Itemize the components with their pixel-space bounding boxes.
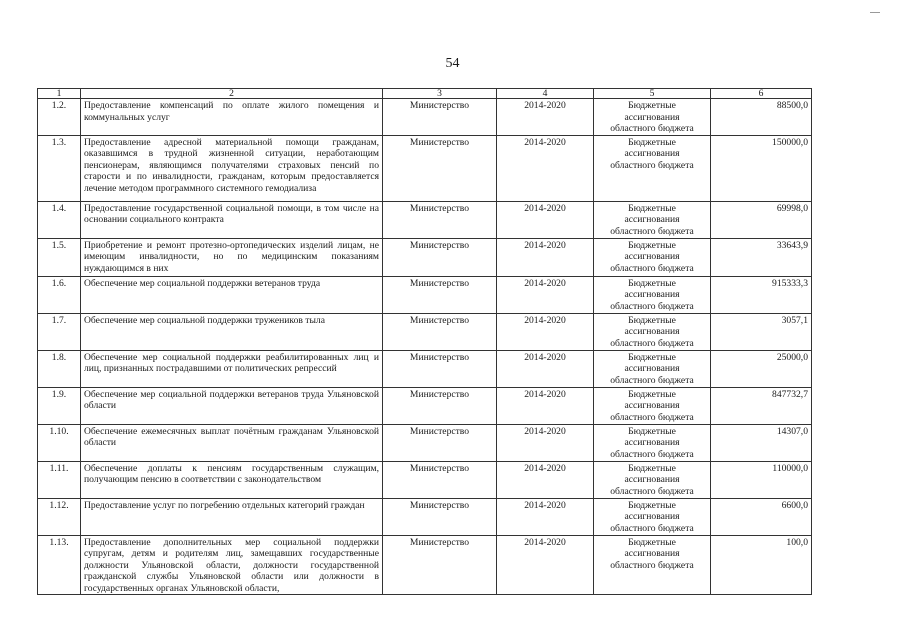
row-number-cell xyxy=(38,461,81,498)
amount: 6600,0 xyxy=(781,499,808,511)
executor-cell xyxy=(383,350,497,387)
amount-cell xyxy=(711,461,812,498)
executor-cell xyxy=(383,201,497,238)
executor: Министерство xyxy=(409,136,470,148)
funding-source-cell xyxy=(594,99,711,136)
funding-source: Бюджетные ассигнования областного бюджета xyxy=(610,202,694,237)
executor: Министерство xyxy=(409,314,470,326)
table-row xyxy=(38,498,812,535)
period-cell xyxy=(497,276,594,313)
period-cell xyxy=(497,201,594,238)
funding-source: Бюджетные ассигнования областного бюджета xyxy=(610,100,694,134)
row-number-cell xyxy=(38,498,81,535)
funding-source: Бюджетные ассигнования областного бюджета xyxy=(610,239,694,274)
amount: 100,0 xyxy=(786,536,808,548)
activity-description-cell xyxy=(81,135,383,201)
amount-cell xyxy=(711,424,812,461)
activity-description-cell xyxy=(81,424,383,461)
row-number-cell xyxy=(38,535,81,595)
executor-cell xyxy=(383,461,497,498)
amount: 88500,0 xyxy=(776,100,808,111)
activity-description: Предоставление дополнительных мер социальной поддержки супругам, детям и родителям лиц, замещавших государственные должности Ульяновской области, должности государственной гражданской службы Ульяновской области или должности в государственных органах Ульяновской области, xyxy=(84,536,379,594)
row-number: 1.12. xyxy=(49,499,69,511)
funding-source-cell xyxy=(594,238,711,276)
period-cell xyxy=(497,99,594,136)
amount: 33643,9 xyxy=(776,239,808,251)
row-number-cell xyxy=(38,99,81,136)
activity-description: Обеспечение мер социальной поддержки ветеранов труда Ульяновской области xyxy=(84,388,379,411)
funding-source-cell xyxy=(594,313,711,350)
executor-cell xyxy=(383,238,497,276)
row-number: 1.13. xyxy=(49,536,69,548)
activity-description: Обеспечение доплаты к пенсиям государственным служащим, получающим пенсию в соответствии с законодательством xyxy=(84,462,379,485)
executor-cell xyxy=(383,535,497,595)
period: 2014-2020 xyxy=(524,351,566,363)
row-number: 1.4. xyxy=(51,202,67,214)
table-header-row xyxy=(38,89,812,99)
period-cell xyxy=(497,498,594,535)
table-row xyxy=(38,313,812,350)
amount-cell xyxy=(711,201,812,238)
amount-cell xyxy=(711,535,812,595)
funding-source-cell xyxy=(594,135,711,201)
activity-description-cell xyxy=(81,498,383,535)
activity-description-cell xyxy=(81,276,383,313)
funding-source: Бюджетные ассигнования областного бюджета xyxy=(610,314,694,349)
amount: 25000,0 xyxy=(776,351,808,363)
period: 2014-2020 xyxy=(524,425,566,437)
activity-description-cell xyxy=(81,313,383,350)
header-cell: 4 xyxy=(497,89,594,99)
row-number: 1.11. xyxy=(49,462,69,474)
activity-description: Предоставление компенсаций по оплате жилого помещения и коммунальных услуг xyxy=(84,100,379,123)
amount-cell xyxy=(711,238,812,276)
amount-cell xyxy=(711,276,812,313)
executor-cell xyxy=(383,99,497,136)
row-number: 1.3. xyxy=(51,136,67,148)
executor: Министерство xyxy=(409,536,470,548)
funding-source: Бюджетные ассигнования областного бюджета xyxy=(610,136,694,171)
activity-description: Предоставление услуг по погребению отдельных категорий граждан xyxy=(84,499,365,511)
row-number-cell xyxy=(38,135,81,201)
table-row xyxy=(38,238,812,276)
amount: 847732,7 xyxy=(772,388,808,400)
header-cell: 5 xyxy=(594,89,711,99)
period-cell xyxy=(497,135,594,201)
period-cell xyxy=(497,424,594,461)
scan-mark xyxy=(870,12,880,16)
funding-source-cell xyxy=(594,424,711,461)
table-row xyxy=(38,276,812,313)
table-row xyxy=(38,461,812,498)
row-number-cell xyxy=(38,350,81,387)
table-row xyxy=(38,387,812,424)
period-cell xyxy=(497,238,594,276)
period: 2014-2020 xyxy=(524,536,566,548)
funding-source: Бюджетные ассигнования областного бюджета xyxy=(610,462,694,497)
executor-cell xyxy=(383,135,497,201)
funding-source-cell xyxy=(594,276,711,313)
funding-source: Бюджетные ассигнования областного бюджета xyxy=(610,499,694,534)
period: 2014-2020 xyxy=(524,388,566,400)
header-cell: 3 xyxy=(383,89,497,99)
row-number-cell xyxy=(38,238,81,276)
header-cell: 6 xyxy=(711,89,812,99)
row-number: 1.10. xyxy=(49,425,69,437)
activity-description: Обеспечение мер социальной поддержки тружеников тыла xyxy=(84,314,325,326)
funding-source: Бюджетные ассигнования областного бюджета xyxy=(610,388,694,423)
row-number: 1.6. xyxy=(51,277,67,289)
activity-description: Предоставление адресной материальной помощи гражданам, оказавшимся в трудной жизненной ситуации, неработающим пенсионерам, являющимся получателями страховых пенсий по старости и по инвалидности, гражданам, которым предоставляется лечение методом программного системного гемодиализа xyxy=(84,136,379,194)
row-number-cell xyxy=(38,387,81,424)
activity-description-cell xyxy=(81,99,383,136)
amount-cell xyxy=(711,498,812,535)
executor: Министерство xyxy=(409,239,470,251)
amount-cell xyxy=(711,135,812,201)
executor: Министерство xyxy=(409,388,470,400)
row-number: 1.7. xyxy=(51,314,67,326)
page-number: 54 xyxy=(445,56,460,71)
activity-description-cell xyxy=(81,238,383,276)
executor-cell xyxy=(383,387,497,424)
row-number: 1.8. xyxy=(51,351,67,363)
amount-cell xyxy=(711,350,812,387)
activity-description-cell xyxy=(81,387,383,424)
amount: 150000,0 xyxy=(772,136,808,148)
period: 2014-2020 xyxy=(524,202,566,214)
table-row xyxy=(38,535,812,595)
funding-source-cell xyxy=(594,535,711,595)
executor: Министерство xyxy=(409,277,470,289)
executor: Министерство xyxy=(409,499,470,511)
amount: 110000,0 xyxy=(772,462,808,474)
row-number: 1.5. xyxy=(51,239,67,251)
funding-source: Бюджетные ассигнования областного бюджета xyxy=(610,425,694,460)
row-number-cell xyxy=(38,201,81,238)
amount: 915333,3 xyxy=(772,277,808,289)
funding-source: Бюджетные ассигнования областного бюджета xyxy=(610,277,694,312)
table-row xyxy=(38,135,812,201)
funding-source: Бюджетные ассигнования областного бюджета xyxy=(610,351,694,386)
funding-source-cell xyxy=(594,350,711,387)
header-cell: 1 xyxy=(38,89,81,99)
activity-description: Обеспечение мер социальной поддержки ветеранов труда xyxy=(84,277,321,289)
period: 2014-2020 xyxy=(524,239,566,251)
funding-source-cell xyxy=(594,461,711,498)
table-row xyxy=(38,99,812,136)
period-cell xyxy=(497,387,594,424)
program-activities-table xyxy=(37,88,812,595)
row-number-cell xyxy=(38,424,81,461)
period: 2014-2020 xyxy=(524,277,566,289)
funding-source-cell xyxy=(594,201,711,238)
executor: Министерство xyxy=(409,425,470,437)
period: 2014-2020 xyxy=(524,462,566,474)
period: 2014-2020 xyxy=(524,314,566,326)
period: 2014-2020 xyxy=(524,100,566,111)
amount: 14307,0 xyxy=(776,425,808,437)
row-number-cell xyxy=(38,276,81,313)
table-row xyxy=(38,424,812,461)
row-number: 1.2. xyxy=(51,100,67,111)
period-cell xyxy=(497,461,594,498)
activity-description-cell xyxy=(81,535,383,595)
funding-source-cell xyxy=(594,498,711,535)
activity-description-cell xyxy=(81,461,383,498)
activity-description: Предоставление государственной социальной помощи, в том числе на основании социального контракта xyxy=(84,202,379,225)
executor-cell xyxy=(383,313,497,350)
activity-description-cell xyxy=(81,350,383,387)
executor: Министерство xyxy=(409,462,470,474)
row-number: 1.9. xyxy=(51,388,67,400)
activity-description: Обеспечение мер социальной поддержки реабилитированных лиц и лиц, признанных пострадавшими от политических репрессий xyxy=(84,351,379,374)
period-cell xyxy=(497,535,594,595)
amount-cell xyxy=(711,99,812,136)
funding-source: Бюджетные ассигнования областного бюджета xyxy=(610,536,694,571)
executor-cell xyxy=(383,276,497,313)
header-cell: 2 xyxy=(81,89,383,99)
executor: Министерство xyxy=(409,351,470,363)
period: 2014-2020 xyxy=(524,499,566,511)
period-cell xyxy=(497,313,594,350)
activity-description: Приобретение и ремонт протезно-ортопедических изделий лицам, не имеющим инвалидности, но по медицинским показаниям нуждающимся в них xyxy=(84,239,379,274)
executor: Министерство xyxy=(409,100,470,111)
activity-description: Обеспечение ежемесячных выплат почётным гражданам Ульяновской области xyxy=(84,425,379,448)
amount-cell xyxy=(711,313,812,350)
table-row xyxy=(38,350,812,387)
table-row xyxy=(38,201,812,238)
amount: 69998,0 xyxy=(776,202,808,214)
period-cell xyxy=(497,350,594,387)
funding-source-cell xyxy=(594,387,711,424)
executor: Министерство xyxy=(409,202,470,214)
amount: 3057,1 xyxy=(781,314,808,326)
row-number-cell xyxy=(38,313,81,350)
executor-cell xyxy=(383,498,497,535)
activity-description-cell xyxy=(81,201,383,238)
amount-cell xyxy=(711,387,812,424)
executor-cell xyxy=(383,424,497,461)
period: 2014-2020 xyxy=(524,136,566,148)
